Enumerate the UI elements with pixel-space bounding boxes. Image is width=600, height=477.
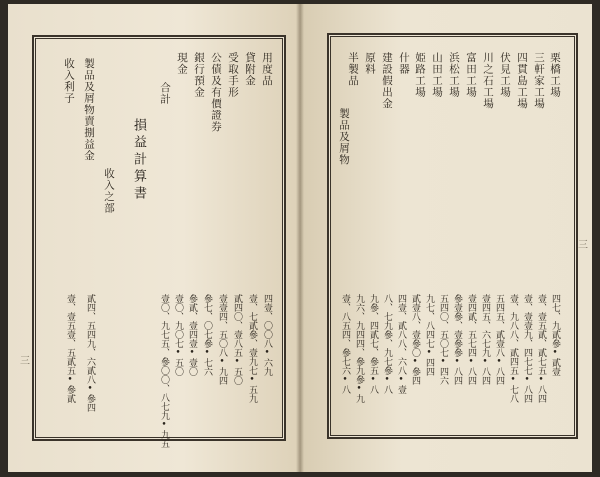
label-kurihashi: 栗橋工場: [549, 52, 561, 98]
label-hamamatsu: 浜松工場: [448, 52, 460, 98]
label-tonda: 富田工場: [465, 52, 477, 98]
value-row: 壹壹四、五〇八•九四: [217, 294, 227, 385]
value-row: 貳四〇、壹八五•五〇: [232, 294, 242, 385]
value-row: 壹、壹五貳、貳七五•八四: [536, 294, 546, 403]
value-row: 壹、七貳參、壹九七•五九: [247, 294, 257, 403]
label-genkin: 現金: [176, 52, 188, 75]
value-row: 九參、四貳七、參五•八: [368, 294, 378, 394]
label-yodohin: 用度品: [261, 52, 273, 87]
section-title: 損益計算書: [131, 118, 146, 203]
value-row: 壹四五、六七九•八四: [480, 294, 490, 385]
value-row: 參壹參、壹參參•八四: [452, 294, 462, 385]
page-number-right: 三: [578, 240, 588, 251]
value-row: 壹、八五四、參七六•八: [340, 294, 350, 394]
value-row: 壹、壹壹九、四七七•八四: [522, 294, 532, 403]
label-yamada: 山田工場: [431, 52, 443, 98]
value-row: 參七、〇七參•七六: [202, 294, 212, 376]
label-kenchiku: 建設假出金: [381, 52, 393, 110]
value-row: 貳壹八、壹參〇•參四: [410, 294, 420, 385]
value-row: 四七、九貳參•貳壹: [550, 294, 560, 376]
value-row: 壹、九八八、貳四五•七八: [508, 294, 518, 403]
label-fushimi: 伏見工場: [499, 52, 511, 98]
book-gutter: [296, 4, 304, 472]
value-row: 五四〇、五〇七•四六: [438, 294, 448, 385]
label-juki: 什器: [398, 52, 410, 75]
value-row: 參貳、壹四壹•壹〇: [187, 294, 197, 376]
value-row: 九六、九四四、參九參•九: [354, 294, 364, 403]
label-sangenya: 三軒家工場: [533, 52, 545, 110]
value-row: 八、七九參、九七參•八: [382, 294, 392, 394]
label-seihin: 製品及屑物: [338, 108, 350, 166]
value-row: 四壹、貳八八、六八•壹: [396, 294, 406, 394]
label-uketori-tegata: 受取手形: [227, 52, 239, 98]
income-label-interest: 收入利子: [63, 58, 75, 104]
value-row: 五四五、貳壹八•八四: [494, 294, 504, 385]
income-value: 貳四、五四九、六貳八•參四: [85, 294, 95, 412]
label-kosai: 公債及有價證券: [210, 52, 222, 133]
value-row: 九七、八四七•四四: [424, 294, 434, 376]
label-gokei: 合計: [159, 82, 171, 105]
label-ginko-yokin: 銀行預金: [193, 52, 205, 98]
total-value: 壹〇、九七五、參〇〇、八七九•九五: [159, 294, 169, 448]
income-value: 壹、壹五壹、五貳五•參貳: [65, 294, 75, 403]
label-genryo: 原料: [364, 52, 376, 75]
label-hanseihin: 半製品: [347, 52, 359, 87]
page-number-left: 三: [20, 356, 30, 367]
value-row: 四壹、〇〇八•六九: [262, 294, 272, 376]
label-himeji: 姫路工場: [414, 52, 426, 98]
value-row: 壹〇、九〇七•五〇: [173, 294, 183, 376]
label-kashitsuke: 貸附金: [244, 52, 256, 87]
label-kawanoishi: 川之石工場: [482, 52, 494, 110]
value-row: 壹四貳、五七四•八四: [466, 294, 476, 385]
label-shikanjima: 四貫島工場: [516, 52, 528, 110]
income-label-sales: 製品及屑物賣捌益金: [83, 58, 95, 162]
subsection-title: 收入之部: [103, 168, 115, 214]
